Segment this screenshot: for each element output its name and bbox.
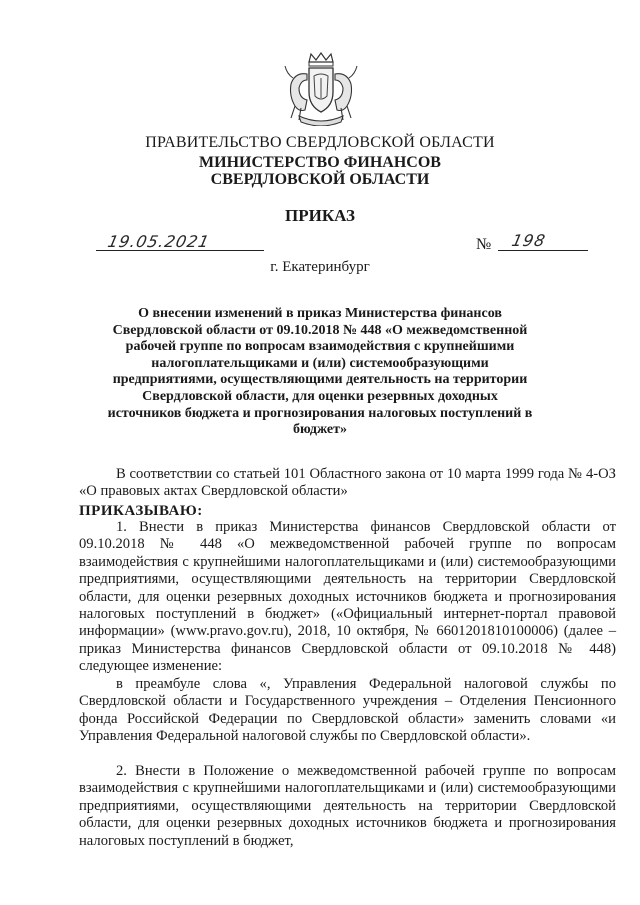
number-label: № xyxy=(476,236,492,253)
item-1-paragraph: 1. Внести в приказ Министерства финансов Свердловской области от 09.10.2018 № 448 «О межведомственной рабочей группе по вопросам взаимодействия с крупнейшими налогоплательщиками и (или) системообразующими предприятиями, осуществляющими деятельность на территории Свердловской области, для оценки резервных доходных источников бюджета и прогнозирования налоговых поступлений в бюджет» («Официальный интернет-портал правовой информации» (www.pravo.gov.ru), 2018, 10 октября, № 6601201810100006) (далее – приказ Министерства финансов Свердловской области от 09.10.2018 № 448) следующее изменение: xyxy=(79,519,616,675)
city: г. Екатеринбург xyxy=(270,259,370,275)
government-name: ПРАВИТЕЛЬСТВО СВЕРДЛОВСКОЙ ОБЛАСТИ xyxy=(145,134,495,151)
document-type: ПРИКАЗ xyxy=(285,206,355,225)
order-number: 198 xyxy=(509,231,548,250)
order-subject: О внесении изменений в приказ Министерства финансов Свердловской области от 09.10.2018 № 448 «О межведомственной рабочей группе по вопросам взаимодействия с крупнейшими налогоплательщиками и (или) системообразующими предприятиями, осуществляющими деятельность на территории Свердловской области, для оценки резервных доходных источников бюджета и прогнозирования налоговых поступлений в бюджет» xyxy=(107,306,533,438)
preamble-paragraph: В соответствии со статьей 101 Областного закона от 10 марта 1999 года № 4-ОЗ «О правовых актах Свердловской области» xyxy=(79,466,616,500)
order-word: ПРИКАЗЫВАЮ: xyxy=(79,503,203,519)
item-2-paragraph: 2. Внести в Положение о межведомственной рабочей группе по вопросам взаимодействия с крупнейшими налогоплательщиками и (или) системообразующими предприятиями, осуществляющими деятельность на территории Свердловской области, для оценки резервных доходных источников бюджета и прогнозирования налоговых поступлений в бюджет, xyxy=(79,763,616,849)
ministry-name-line2: СВЕРДЛОВСКОЙ ОБЛАСТИ xyxy=(210,171,430,188)
order-date: 19.05.2021 xyxy=(105,232,212,251)
item-1-subparagraph: в преамбуле слова «, Управления Федеральной налоговой службы по Свердловской области и Государственного учреждения – Отделения Пенсионного фонда Российской Федерации по Свердловской области» заменить словами «и Управления Федеральной налоговой службы по Свердловской области». xyxy=(79,676,616,745)
ministry-name-line1: МИНИСТЕРСТВО ФИНАНСОВ xyxy=(199,154,441,171)
date-underline xyxy=(96,250,264,251)
coat-of-arms-icon xyxy=(281,52,361,126)
number-underline xyxy=(498,250,588,251)
